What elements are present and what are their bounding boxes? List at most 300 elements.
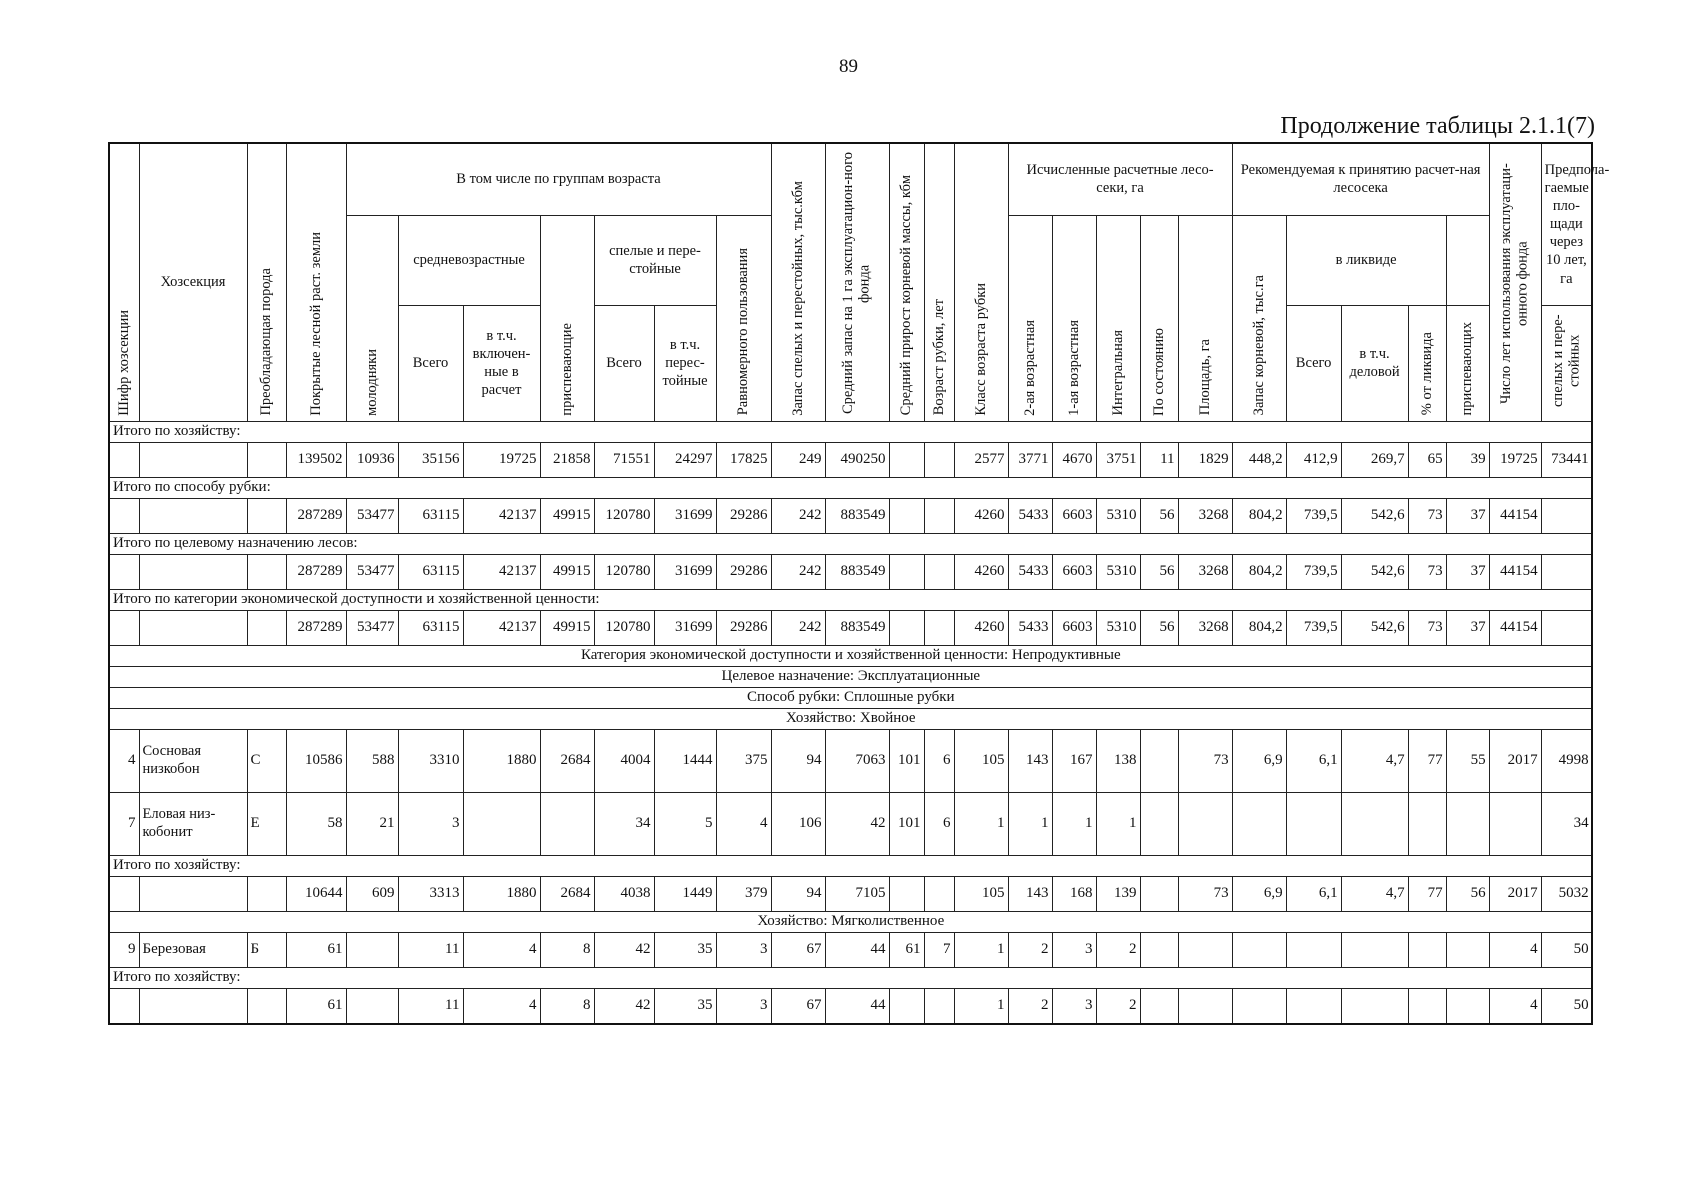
- table-cell: [346, 932, 398, 967]
- col-pokrytye: Покрытые лесной раст. земли: [286, 143, 346, 421]
- table-cell: 44154: [1489, 554, 1541, 589]
- table-cell: 139: [1096, 876, 1140, 911]
- table-cell: 6,9: [1232, 876, 1286, 911]
- subtotal-label-row: [109, 421, 1592, 442]
- col-sredn-vtch: в т.ч. включен-ные в расчет: [463, 305, 540, 421]
- table-cell: [889, 876, 924, 911]
- table-cell: 101: [889, 729, 924, 792]
- table-cell: 10644: [286, 876, 346, 911]
- table-cell: 168: [1052, 876, 1096, 911]
- cell-poroda: Е: [247, 792, 286, 855]
- table-cell: [1446, 988, 1489, 1024]
- cell-hozsekciya: [139, 610, 247, 645]
- table-cell: 56: [1140, 498, 1178, 533]
- table-cell: 3268: [1178, 554, 1232, 589]
- table-cell: [109, 610, 139, 645]
- col-rekomenduemaya: Рекомендуемая к принятию расчет-ная лесосека: [1232, 143, 1489, 215]
- table-cell: 739,5: [1286, 610, 1341, 645]
- table-cell: 29286: [716, 610, 771, 645]
- table-cell: 1: [954, 988, 1008, 1024]
- table-cell: 4: [463, 932, 540, 967]
- cell-hozsekciya: [139, 876, 247, 911]
- col-group-by-age: В том числе по группам возраста: [346, 143, 771, 215]
- table-cell: 143: [1008, 729, 1052, 792]
- table-cell: 2: [1008, 932, 1052, 967]
- table-cell: [889, 988, 924, 1024]
- table-row: [109, 729, 1592, 792]
- table-cell: 4260: [954, 554, 1008, 589]
- table-cell: 242: [771, 498, 825, 533]
- cell-hozsekciya: [139, 498, 247, 533]
- table-cell: 804,2: [1232, 554, 1286, 589]
- col-molodnyaki: молодняки: [346, 215, 398, 421]
- table-row: [109, 792, 1592, 855]
- table-cell: [109, 498, 139, 533]
- table-cell: 56: [1140, 554, 1178, 589]
- col-prispevayushchikh: приспевающих: [1446, 305, 1489, 421]
- table-cell: [1286, 988, 1341, 1024]
- table-cell: 4038: [594, 876, 654, 911]
- table-cell: 31699: [654, 610, 716, 645]
- table-cell: [924, 498, 954, 533]
- table-cell: [109, 876, 139, 911]
- table-cell: 55: [1446, 729, 1489, 792]
- table-cell: 8: [540, 988, 594, 1024]
- table-cell: 61: [889, 932, 924, 967]
- col-ravnomernogo: Равномерного пользования: [716, 215, 771, 421]
- table-cell: 77: [1408, 729, 1446, 792]
- table-cell: 375: [716, 729, 771, 792]
- table-cell: 7: [109, 792, 139, 855]
- cell-poroda: [247, 876, 286, 911]
- table-cell: 10586: [286, 729, 346, 792]
- table-cell: 42137: [463, 610, 540, 645]
- table-cell: 3: [398, 792, 463, 855]
- table-cell: 7: [924, 932, 954, 967]
- table-cell: 1449: [654, 876, 716, 911]
- table-cell: 287289: [286, 498, 346, 533]
- table-cell: 42: [825, 792, 889, 855]
- table-cell: 120780: [594, 498, 654, 533]
- section-heading-row: [109, 911, 1592, 932]
- table-cell: 44154: [1489, 498, 1541, 533]
- table-row: [109, 610, 1592, 645]
- table-cell: 71551: [594, 442, 654, 477]
- table-cell: [1408, 988, 1446, 1024]
- table-cell: 1444: [654, 729, 716, 792]
- table-cell: [1232, 792, 1286, 855]
- cell-poroda: [247, 988, 286, 1024]
- table-cell: [1232, 932, 1286, 967]
- table-cell: 44154: [1489, 610, 1541, 645]
- table-cell: 39: [1446, 442, 1489, 477]
- table-row: [109, 498, 1592, 533]
- cell-hozsekciya: [139, 988, 247, 1024]
- table-cell: 73: [1408, 554, 1446, 589]
- col-spelye-vsego: Всего: [594, 305, 654, 421]
- table-cell: 56: [1446, 876, 1489, 911]
- col-po-sostoyaniyu: По состоянию: [1140, 215, 1178, 421]
- table-cell: 139502: [286, 442, 346, 477]
- table-cell: 3268: [1178, 498, 1232, 533]
- table-cell: [109, 554, 139, 589]
- col-spelye: спелые и пере-стойные: [594, 215, 716, 305]
- table-cell: 1: [1008, 792, 1052, 855]
- col-sredniy-prirost: Средний прирост корневой массы, кбм: [889, 143, 924, 421]
- table-cell: 542,6: [1341, 554, 1408, 589]
- table-cell: [889, 554, 924, 589]
- table-cell: 3751: [1096, 442, 1140, 477]
- table-cell: [1541, 610, 1592, 645]
- table-cell: 5310: [1096, 610, 1140, 645]
- section-heading: Способ рубки: Сплошные рубки: [109, 687, 1592, 708]
- table-cell: 37: [1446, 554, 1489, 589]
- table-cell: [924, 876, 954, 911]
- table-cell: 3268: [1178, 610, 1232, 645]
- table-cell: 269,7: [1341, 442, 1408, 477]
- table-cell: [1341, 988, 1408, 1024]
- subtotal-label: Итого по способу рубки:: [109, 477, 1592, 498]
- table-row: [109, 988, 1592, 1024]
- table-cell: 49915: [540, 554, 594, 589]
- table-cell: 3: [1052, 988, 1096, 1024]
- section-heading-row: [109, 687, 1592, 708]
- table-header: [109, 143, 1610, 421]
- table-cell: [924, 610, 954, 645]
- table-cell: 63115: [398, 610, 463, 645]
- table-cell: 5: [654, 792, 716, 855]
- table-cell: 44: [825, 988, 889, 1024]
- table-cell: 101: [889, 792, 924, 855]
- table-cell: 5433: [1008, 498, 1052, 533]
- table-cell: 49915: [540, 498, 594, 533]
- table-cell: 6603: [1052, 554, 1096, 589]
- table-cell: 3: [716, 932, 771, 967]
- table-cell: 58: [286, 792, 346, 855]
- table-cell: [1232, 988, 1286, 1024]
- col-likvid-vsego: Всего: [1286, 305, 1341, 421]
- table-cell: 42: [594, 932, 654, 967]
- subtotal-label-row: [109, 533, 1592, 554]
- table-cell: [463, 792, 540, 855]
- subtotal-label: Итого по хозяйству:: [109, 967, 1592, 988]
- table-cell: [1178, 988, 1232, 1024]
- col-chislo-let: Число лет использования эксплуатаци-онного фонда: [1489, 143, 1541, 421]
- table-cell: 105: [954, 729, 1008, 792]
- table-cell: 804,2: [1232, 498, 1286, 533]
- table-cell: 4,7: [1341, 876, 1408, 911]
- table-cell: 42: [594, 988, 654, 1024]
- table-cell: 5310: [1096, 498, 1140, 533]
- table-cell: 120780: [594, 610, 654, 645]
- table-cell: 10936: [346, 442, 398, 477]
- subtotal-label-row: [109, 477, 1592, 498]
- table-cell: 35156: [398, 442, 463, 477]
- table-cell: 94: [771, 876, 825, 911]
- table-cell: [1286, 932, 1341, 967]
- table-cell: 4260: [954, 498, 1008, 533]
- table-cell: 34: [594, 792, 654, 855]
- col-spelykh-perestoinykh: спелых и пере-стойных: [1541, 305, 1592, 421]
- table-cell: 542,6: [1341, 610, 1408, 645]
- cell-poroda: С: [247, 729, 286, 792]
- table-cell: 73: [1408, 498, 1446, 533]
- col-prispevayushchie: приспевающие: [540, 215, 594, 421]
- table-cell: 3310: [398, 729, 463, 792]
- table-cell: 883549: [825, 610, 889, 645]
- section-heading-row: [109, 708, 1592, 729]
- table-cell: [1178, 932, 1232, 967]
- table-cell: 4,7: [1341, 729, 1408, 792]
- col-pervaya-vozrastnaya: 1-ая возрастная: [1052, 215, 1096, 421]
- table-body: [109, 421, 1592, 1024]
- table-cell: 3: [1052, 932, 1096, 967]
- table-cell: 1: [954, 932, 1008, 967]
- table-cell: [1541, 498, 1592, 533]
- cell-poroda: [247, 610, 286, 645]
- table-cell: 35: [654, 932, 716, 967]
- table-cell: 2: [1096, 932, 1140, 967]
- table-cell: [924, 554, 954, 589]
- col-shifr: Шифр хозсекции: [109, 143, 139, 421]
- table-cell: [109, 442, 139, 477]
- table-cell: 448,2: [1232, 442, 1286, 477]
- table-cell: 53477: [346, 554, 398, 589]
- table-cell: 490250: [825, 442, 889, 477]
- table-cell: 4004: [594, 729, 654, 792]
- table-cell: 6,1: [1286, 876, 1341, 911]
- cell-hozsekciya: [139, 554, 247, 589]
- table-cell: 61: [286, 988, 346, 1024]
- table-cell: 49915: [540, 610, 594, 645]
- table-row: [109, 442, 1592, 477]
- table-cell: 412,9: [1286, 442, 1341, 477]
- table-cell: [1341, 932, 1408, 967]
- table-cell: 37: [1446, 498, 1489, 533]
- table-cell: 3: [716, 988, 771, 1024]
- table-cell: [1446, 792, 1489, 855]
- col-klass-vozrasta: Класс возраста рубки: [954, 143, 1008, 421]
- table-cell: 1880: [463, 729, 540, 792]
- subtotal-label-row: [109, 855, 1592, 876]
- table-cell: 29286: [716, 498, 771, 533]
- table-cell: 73: [1178, 876, 1232, 911]
- col-sredn-vsego: Всего: [398, 305, 463, 421]
- table-cell: 2: [1096, 988, 1140, 1024]
- table-cell: 11: [398, 988, 463, 1024]
- table-cell: 1829: [1178, 442, 1232, 477]
- subtotal-label: Итого по категории экономической доступности и хозяйственной ценности:: [109, 589, 1592, 610]
- table-cell: 50: [1541, 988, 1592, 1024]
- section-heading: Хозяйство: Хвойное: [109, 708, 1592, 729]
- col-sredniy-zapas: Средний запас на 1 га эксплуатацион-ного фонда: [825, 143, 889, 421]
- table-cell: 53477: [346, 498, 398, 533]
- subtotal-label: Итого по хозяйству:: [109, 421, 1592, 442]
- table-cell: 65: [1408, 442, 1446, 477]
- table-cell: 94: [771, 729, 825, 792]
- cell-poroda: [247, 498, 286, 533]
- table-cell: 2: [1008, 988, 1052, 1024]
- table-cell: 4670: [1052, 442, 1096, 477]
- table-cell: 4260: [954, 610, 1008, 645]
- table-cell: 2684: [540, 729, 594, 792]
- table-cell: 29286: [716, 554, 771, 589]
- section-heading: Категория экономической доступности и хозяйственной ценности: Непродуктивные: [109, 645, 1592, 666]
- table-cell: 739,5: [1286, 498, 1341, 533]
- table-cell: 11: [398, 932, 463, 967]
- table-cell: 4: [716, 792, 771, 855]
- section-heading-row: [109, 645, 1592, 666]
- table-cell: [1408, 792, 1446, 855]
- table-cell: 63115: [398, 498, 463, 533]
- table-cell: [1341, 792, 1408, 855]
- table-cell: 73: [1178, 729, 1232, 792]
- cell-poroda: Б: [247, 932, 286, 967]
- table-cell: 542,6: [1341, 498, 1408, 533]
- table-cell: 287289: [286, 554, 346, 589]
- table-cell: 34: [1541, 792, 1592, 855]
- table-cell: [1446, 932, 1489, 967]
- table-cell: 2684: [540, 876, 594, 911]
- table-cell: 287289: [286, 610, 346, 645]
- col-zapas-kornevoy: Запас корневой, тыс.га: [1232, 215, 1286, 421]
- table-cell: 44: [825, 932, 889, 967]
- table-cell: 7063: [825, 729, 889, 792]
- table-cell: 11: [1140, 442, 1178, 477]
- table-cell: 379: [716, 876, 771, 911]
- table-cell: 5310: [1096, 554, 1140, 589]
- table-cell: [540, 792, 594, 855]
- table-cell: [1489, 792, 1541, 855]
- table-cell: 4: [1489, 988, 1541, 1024]
- section-heading-row: [109, 666, 1592, 687]
- table-cell: 1: [1096, 792, 1140, 855]
- table-cell: [889, 610, 924, 645]
- table-cell: 6: [924, 792, 954, 855]
- page-number: 89: [839, 56, 858, 77]
- table-cell: 6603: [1052, 498, 1096, 533]
- table-cell: 21: [346, 792, 398, 855]
- col-v-likvide: в ликвиде: [1286, 215, 1446, 305]
- table-cell: 739,5: [1286, 554, 1341, 589]
- table-cell: 3771: [1008, 442, 1052, 477]
- table-cell: 19725: [463, 442, 540, 477]
- table-caption: Продолжение таблицы 2.1.1(7): [1280, 113, 1595, 139]
- col-vtoraya-vozrastnaya: 2-ая возрастная: [1008, 215, 1052, 421]
- table-cell: 4: [463, 988, 540, 1024]
- table-cell: 242: [771, 610, 825, 645]
- table-cell: 6: [924, 729, 954, 792]
- cell-hozsekciya: Сосновая низкобон: [139, 729, 247, 792]
- table-cell: [109, 988, 139, 1024]
- subtotal-label-row: [109, 967, 1592, 988]
- table-cell: 4: [1489, 932, 1541, 967]
- table-cell: 61: [286, 932, 346, 967]
- cell-hozsekciya: [139, 442, 247, 477]
- table-cell: 50: [1541, 932, 1592, 967]
- table-cell: [1178, 792, 1232, 855]
- table-cell: 5433: [1008, 554, 1052, 589]
- cell-poroda: [247, 442, 286, 477]
- cell-poroda: [247, 554, 286, 589]
- table-cell: 6,1: [1286, 729, 1341, 792]
- col-pct-ot-likvida: % от ликвида: [1408, 305, 1446, 421]
- table-cell: 63115: [398, 554, 463, 589]
- table-cell: [346, 988, 398, 1024]
- table-cell: 242: [771, 554, 825, 589]
- table-cell: 67: [771, 988, 825, 1024]
- table-cell: 77: [1408, 876, 1446, 911]
- table-cell: 1880: [463, 876, 540, 911]
- table-cell: 42137: [463, 498, 540, 533]
- col-srednevozrastnye: средневозрастные: [398, 215, 540, 305]
- table-cell: 73441: [1541, 442, 1592, 477]
- table-cell: 7105: [825, 876, 889, 911]
- table-cell: 8: [540, 932, 594, 967]
- section-heading: Целевое назначение: Эксплуатационные: [109, 666, 1592, 687]
- table-cell: [924, 988, 954, 1024]
- table-cell: 4998: [1541, 729, 1592, 792]
- table-cell: 4: [109, 729, 139, 792]
- table-cell: 31699: [654, 498, 716, 533]
- table-cell: 804,2: [1232, 610, 1286, 645]
- table-cell: [889, 498, 924, 533]
- table-cell: 143: [1008, 876, 1052, 911]
- table-cell: [1408, 932, 1446, 967]
- table-cell: 3313: [398, 876, 463, 911]
- table-cell: 9: [109, 932, 139, 967]
- table-cell: [1541, 554, 1592, 589]
- col-ploshchad: Площадь, га: [1178, 215, 1232, 421]
- cell-hozsekciya: Березовая: [139, 932, 247, 967]
- col-integralnaya: Интегральная: [1096, 215, 1140, 421]
- table-cell: [1140, 988, 1178, 1024]
- table-cell: [1286, 792, 1341, 855]
- table-cell: 6,9: [1232, 729, 1286, 792]
- table-cell: 120780: [594, 554, 654, 589]
- table-cell: 106: [771, 792, 825, 855]
- col-zapas-spelykh: Запас спелых и перестойных, тыс.кбм: [771, 143, 825, 421]
- table-cell: 2577: [954, 442, 1008, 477]
- table-cell: 249: [771, 442, 825, 477]
- subtotal-label: Итого по хозяйству:: [109, 855, 1592, 876]
- table-cell: 24297: [654, 442, 716, 477]
- table-cell: [924, 442, 954, 477]
- table-cell: 35: [654, 988, 716, 1024]
- table-cell: 138: [1096, 729, 1140, 792]
- col-hozsekciya: Хозсекция: [139, 143, 247, 421]
- table-cell: 19725: [1489, 442, 1541, 477]
- table-cell: 56: [1140, 610, 1178, 645]
- table-cell: 609: [346, 876, 398, 911]
- table-cell: 6603: [1052, 610, 1096, 645]
- table-cell: [889, 442, 924, 477]
- section-heading: Хозяйство: Мягколиственное: [109, 911, 1592, 932]
- forest-table: [108, 142, 1610, 1025]
- table-cell: [1140, 876, 1178, 911]
- table-cell: [1140, 729, 1178, 792]
- table-cell: 73: [1408, 610, 1446, 645]
- table-cell: 2017: [1489, 876, 1541, 911]
- table-cell: 105: [954, 876, 1008, 911]
- table-cell: 42137: [463, 554, 540, 589]
- table-cell: 1: [1052, 792, 1096, 855]
- col-likvid-delovoy: в т.ч. деловой: [1341, 305, 1408, 421]
- table-cell: 37: [1446, 610, 1489, 645]
- table-cell: 1: [954, 792, 1008, 855]
- table-cell: 588: [346, 729, 398, 792]
- table-cell: 5433: [1008, 610, 1052, 645]
